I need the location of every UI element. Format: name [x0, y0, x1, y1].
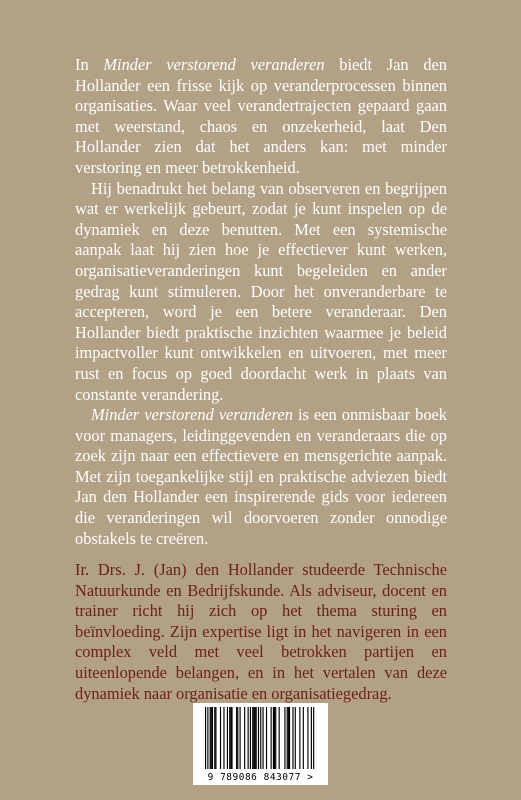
- barcode-bar: [214, 707, 215, 769]
- barcode-bar: [274, 707, 275, 769]
- barcode-bar: [250, 707, 251, 769]
- barcode-bar: [212, 707, 213, 769]
- barcode-bar: [260, 707, 261, 769]
- blurb-paragraph-3: [75, 405, 447, 549]
- barcode-bar: [288, 707, 289, 769]
- barcode-bar: [299, 707, 300, 769]
- barcode-bar: [220, 707, 221, 769]
- barcode-bar: [307, 707, 308, 769]
- barcode-bar: [237, 707, 238, 769]
- barcode-bar: [240, 707, 241, 769]
- barcode-bar: [230, 707, 231, 769]
- barcode-bars: [193, 703, 328, 773]
- barcode-bar: [244, 707, 245, 769]
- barcode-bar: [248, 707, 249, 769]
- barcode-bar: [295, 707, 296, 769]
- barcode-bar: [271, 707, 272, 769]
- barcode-bar: [287, 707, 288, 769]
- back-cover-blurb: [75, 55, 447, 549]
- barcode-bar: [211, 707, 212, 769]
- barcode-bar: [207, 707, 208, 769]
- barcode-bar: [229, 707, 230, 769]
- barcode-bar: [231, 707, 232, 769]
- barcode-bar: [227, 707, 228, 769]
- barcode-bar: [303, 707, 304, 769]
- barcode-bar: [223, 707, 224, 769]
- barcode-bar: [256, 707, 257, 769]
- blurb-paragraph-2: Hij benadrukt het belang van observeren en begrijpen wat er werkelijk gebeurt, zodat je kunt inspelen op de dynamiek en deze benutten. Met een systemische aanpak laat hij zien hoe je effectiever kunt werken, organisatieveranderingen kunt begeleiden en ander gedrag kunt stimuleren. Door het onveranderbare te accepteren, word je een betere veranderaar. Den Hollander biedt praktische inzichten waarmee je beleid impactvoller kunt ontwikkelen en uitvoeren, met meer rust en focus op goed doordacht werk in plaats van constante verandering.: [75, 178, 447, 404]
- barcode-bar: [266, 707, 267, 769]
- barcode-bar: [275, 707, 276, 769]
- isbn-barcode: [193, 703, 328, 785]
- isbn-number: 9 789086 843077 >: [207, 772, 314, 783]
- author-bio-text: Ir. Drs. J. (Jan) den Hollander studeerde Technische Natuurkunde en Bedrijfskunde. Als adviseur, docent en trainer richt hij zich op het thema sturing en beïnvloeding. Zijn expertise ligt in het navigeren in een complex veld met veel betrokken partijen en uiteenlopende belangen, en in het vertalen van deze dynamiek naar organisatie en organisatiegedrag.: [75, 560, 447, 703]
- barcode-bar: [292, 707, 293, 769]
- barcode-bar: [258, 707, 259, 769]
- barcode-bar: [254, 707, 255, 769]
- barcode-bar: [263, 707, 264, 769]
- barcode-bar: [273, 707, 274, 769]
- barcode-bar: [311, 707, 312, 769]
- author-bio: [75, 560, 447, 704]
- barcode-bar: [205, 707, 206, 769]
- blurb-p1-text: biedt Jan den Hollander een frisse kijk op veranderprocessen binnen organisaties. Waar veel verandertrajecten gepaard gaan met weerstand, chaos en onzekerheid, laat Den Hollander zien dat het anders kan: met minder verstoring en meer betrokkenheid.: [75, 55, 447, 177]
- barcode-bar: [279, 707, 280, 769]
- barcode-bar: [313, 707, 314, 769]
- barcode-bar: [284, 707, 285, 769]
- barcode-bar: [215, 707, 216, 769]
- barcode-bar: [210, 707, 211, 769]
- book-title-italic-2: Minder verstorend veranderen: [91, 405, 293, 425]
- blurb-paragraph-1: [75, 55, 447, 179]
- blurb-p3-text: is een onmisbaar boek voor managers, leidinggevenden en veranderaars die op zoek zijn naar een effectievere en mensgerichte aanpak. Met zijn toegankelijke stijl en praktische adviezen biedt Jan den Hollander een inspirerende gids voor iedereen die veranderingen wil doorvoeren zonder onnodige obstakels te creëren.: [75, 405, 447, 548]
- barcode-bar: [253, 707, 254, 769]
- barcode-bar: [252, 707, 253, 769]
- book-title-italic: Minder verstorend veranderen: [103, 55, 325, 74]
- barcode-bar: [289, 707, 290, 769]
- blurb-p1-prefix: In: [75, 55, 104, 74]
- barcode-bar: [236, 707, 237, 769]
